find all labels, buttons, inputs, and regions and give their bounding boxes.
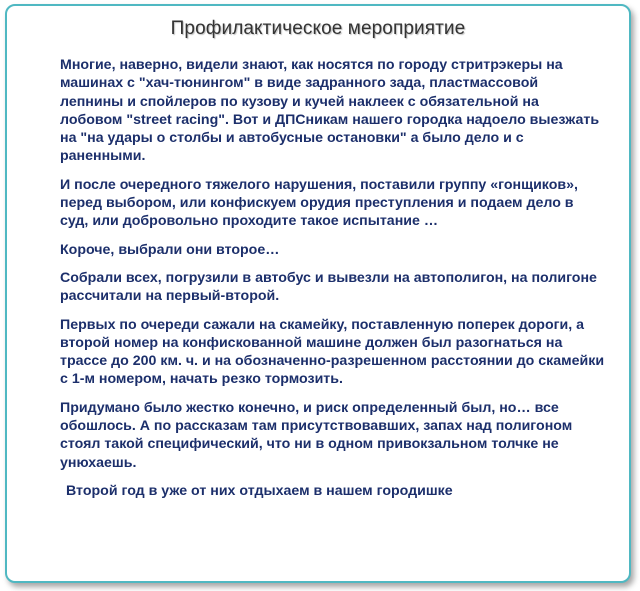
story-body <box>60 56 605 510</box>
story-title: Профилактическое мероприятие <box>170 18 466 39</box>
paragraph-6: Придумано было жестко конечно, и риск определенный был, но… все обошлось. А по рассказам там присутствовавших, запах над полигоном стоял такой специфический, что ни в одном привокзальном толчке не унюхаешь. <box>60 399 573 471</box>
paragraph-4: Собрали всех, погрузили в автобус и вывезли на автополигон, на полигоне рассчитали на первый-второй. <box>60 269 597 305</box>
paragraph-2: И после очередного тяжелого нарушения, поставили группу «гонщиков», перед выбором, или конфискуем орудия преступления и подаем дело в суд, или добровольно проходите такое испытание … <box>60 176 578 230</box>
paragraph-7: Второй год в уже от них отдыхаем в нашем городишке <box>66 482 453 499</box>
paragraph-1: Многие, наверно, видели знают, как носятся по городу стритрэкеры на машинах с "хач-тюнингом" в виде задранного зада, пластмассовой лепнины и спойлеров по кузову и кучей наклеек с обязательной на лобовом "street racing". Вот и ДПСникам нашего городка надоело выезжать на "на удары о столбы и автобусные остановки" а было дело и с раненными. <box>60 57 600 165</box>
paragraph-3: Короче, выбрали они второе… <box>60 241 280 258</box>
story-card <box>5 4 631 583</box>
paragraph-5: Первых по очереди сажали на скамейку, поставленную поперек дороги, а второй номер на конфискованной машине должен был разогнаться на трассе до 200 км. ч. и на обозначенно-разрешенном расстоянии до скамейки с 1-м номером, начать резко тормозить. <box>60 316 605 388</box>
